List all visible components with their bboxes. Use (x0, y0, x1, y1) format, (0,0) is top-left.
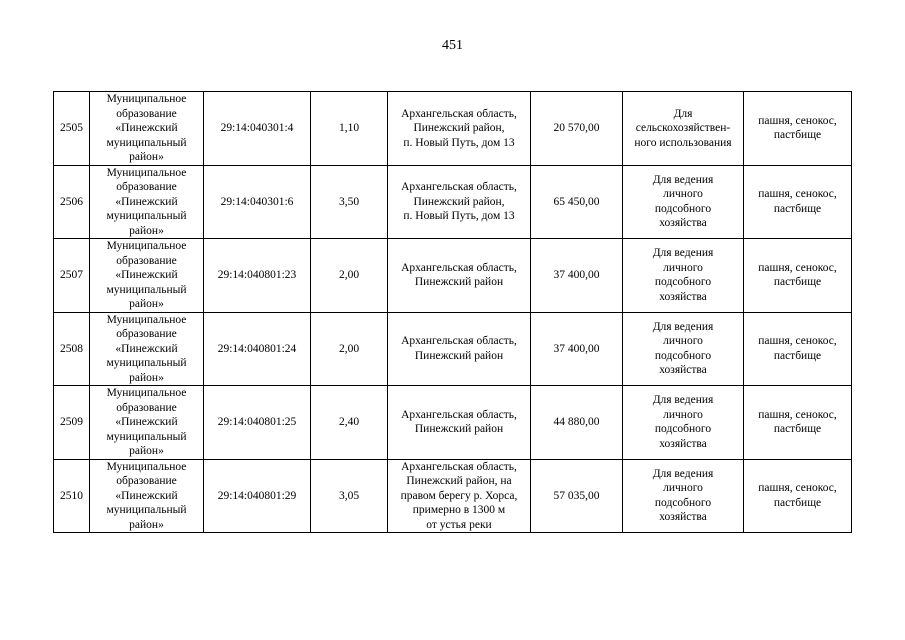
use-cell: пашня, сенокос, пастбище (744, 459, 852, 533)
owner-cell: Муниципальное образование «Пинежский муниципальный район» (90, 386, 204, 460)
owner-cell: Муниципальное образование «Пинежский муниципальный район» (90, 459, 204, 533)
use-cell: пашня, сенокос, пастбище (744, 165, 852, 239)
price-cell: 37 400,00 (531, 312, 623, 386)
use-cell: пашня, сенокос, пастбище (744, 312, 852, 386)
owner-cell: Муниципальное образование «Пинежский муниципальный район» (90, 165, 204, 239)
row-number-cell: 2507 (54, 239, 90, 313)
cadastral-number-cell: 29:14:040301:6 (204, 165, 311, 239)
row-number-cell: 2508 (54, 312, 90, 386)
use-cell: пашня, сенокос, пастбище (744, 92, 852, 166)
row-number-cell: 2510 (54, 459, 90, 533)
cadastral-number-cell: 29:14:040801:23 (204, 239, 311, 313)
table-row (54, 459, 852, 533)
address-cell: Архангельская область, Пинежский район (388, 239, 531, 313)
address-cell: Архангельская область, Пинежский район, на правом берегу р. Хорса, примерно в 1300 м от устья реки (388, 459, 531, 533)
land-registry-table (53, 91, 852, 533)
table-row (54, 165, 852, 239)
owner-cell: Муниципальное образование «Пинежский муниципальный район» (90, 312, 204, 386)
use-cell: пашня, сенокос, пастбище (744, 239, 852, 313)
purpose-cell: Для ведения личного подсобного хозяйства (623, 312, 744, 386)
table-row (54, 92, 852, 166)
purpose-cell: Для ведения личного подсобного хозяйства (623, 239, 744, 313)
area-cell: 3,05 (311, 459, 388, 533)
area-cell: 2,00 (311, 312, 388, 386)
row-number-cell: 2506 (54, 165, 90, 239)
address-cell: Архангельская область, Пинежский район, п. Новый Путь, дом 13 (388, 92, 531, 166)
area-cell: 1,10 (311, 92, 388, 166)
area-cell: 2,00 (311, 239, 388, 313)
page-number: 451 (442, 38, 463, 53)
cadastral-number-cell: 29:14:040801:29 (204, 459, 311, 533)
address-cell: Архангельская область, Пинежский район (388, 312, 531, 386)
cadastral-number-cell: 29:14:040301:4 (204, 92, 311, 166)
purpose-cell: Для сельскохозяйствен- ного использования (623, 92, 744, 166)
area-cell: 2,40 (311, 386, 388, 460)
price-cell: 57 035,00 (531, 459, 623, 533)
row-number-cell: 2505 (54, 92, 90, 166)
price-cell: 37 400,00 (531, 239, 623, 313)
address-cell: Архангельская область, Пинежский район (388, 386, 531, 460)
use-cell: пашня, сенокос, пастбище (744, 386, 852, 460)
purpose-cell: Для ведения личного подсобного хозяйства (623, 165, 744, 239)
area-cell: 3,50 (311, 165, 388, 239)
purpose-cell: Для ведения личного подсобного хозяйства (623, 386, 744, 460)
table-row (54, 239, 852, 313)
table-row (54, 386, 852, 460)
price-cell: 65 450,00 (531, 165, 623, 239)
price-cell: 44 880,00 (531, 386, 623, 460)
owner-cell: Муниципальное образование «Пинежский муниципальный район» (90, 92, 204, 166)
cadastral-number-cell: 29:14:040801:25 (204, 386, 311, 460)
table-row (54, 312, 852, 386)
address-cell: Архангельская область, Пинежский район, п. Новый Путь, дом 13 (388, 165, 531, 239)
owner-cell: Муниципальное образование «Пинежский муниципальный район» (90, 239, 204, 313)
purpose-cell: Для ведения личного подсобного хозяйства (623, 459, 744, 533)
cadastral-number-cell: 29:14:040801:24 (204, 312, 311, 386)
price-cell: 20 570,00 (531, 92, 623, 166)
row-number-cell: 2509 (54, 386, 90, 460)
